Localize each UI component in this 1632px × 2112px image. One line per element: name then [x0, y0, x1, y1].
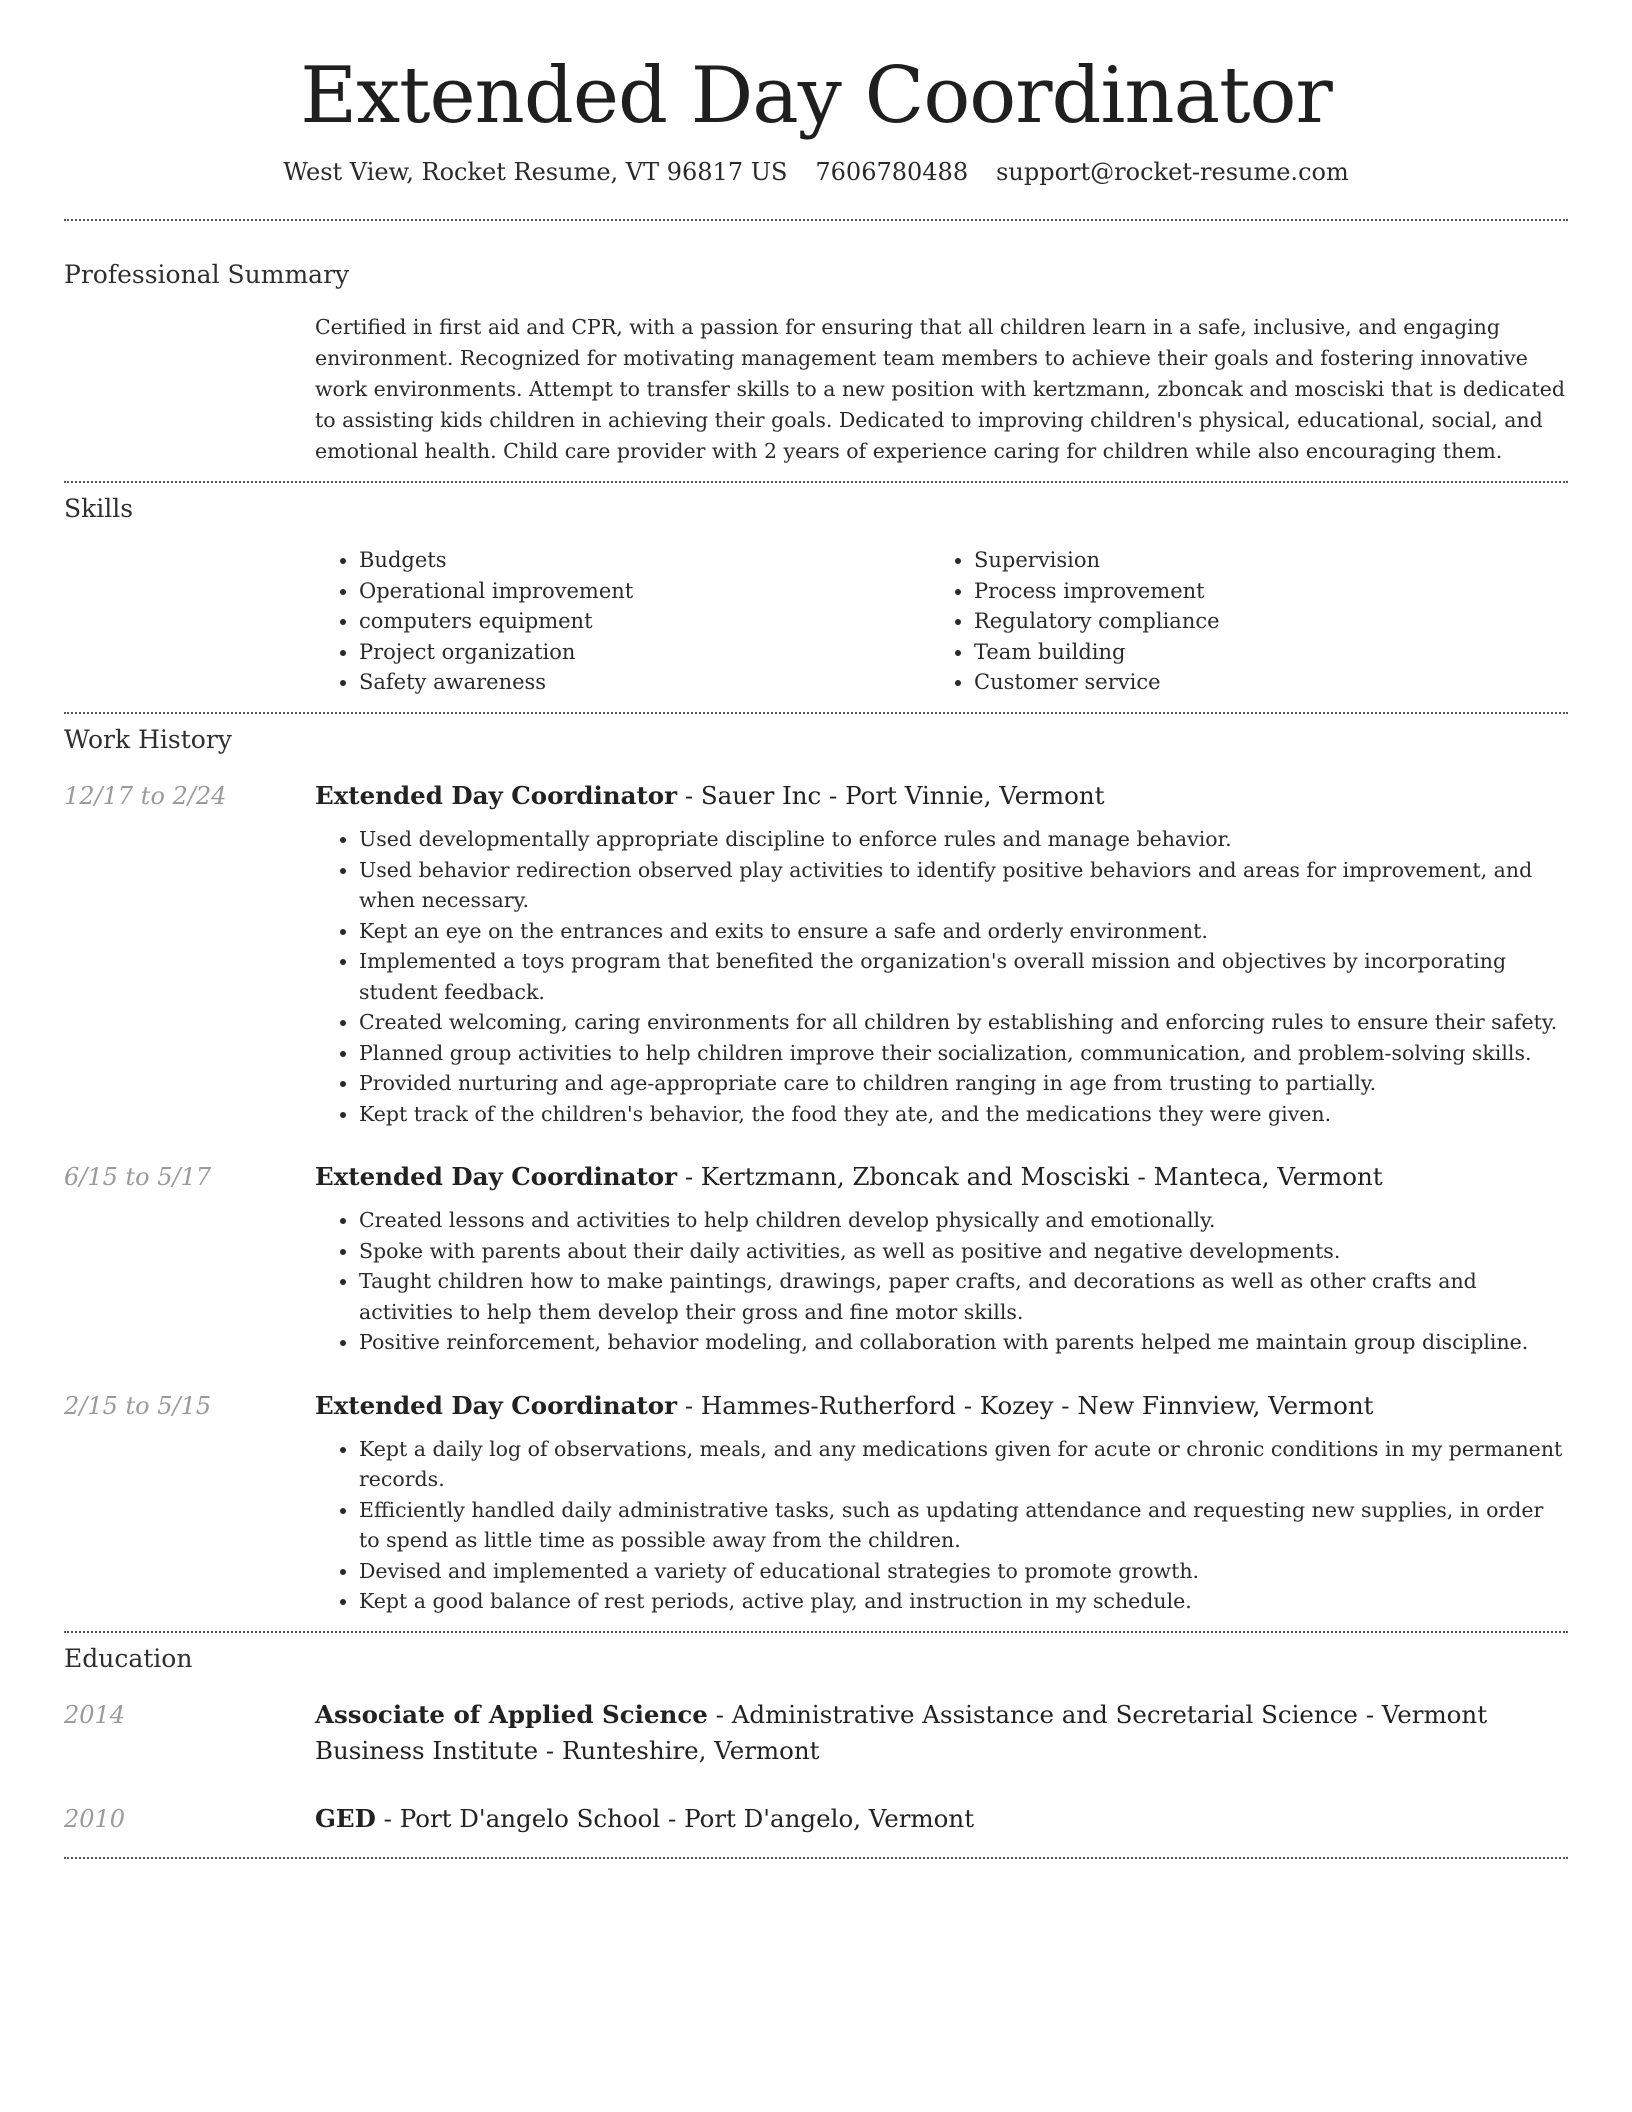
job-bullet: • Positive reinforcement, behavior modeling, and collaboration with parents helped me maintain group discipline. [359, 1327, 1568, 1358]
job-bullet: • Created lessons and activities to help children develop physically and emotionally. [359, 1205, 1568, 1236]
skills-title: Skills [64, 493, 134, 523]
job-title [315, 1388, 1568, 1424]
summary-text: Certified in first aid and CPR, with a passion for ensuring that all children learn in a safe, inclusive, and engaging environment. Recognized for motivating management team members to achieve their goals and fostering innovative work environments. Attempt to transfer skills to a new position with kertzmann, zboncak and mosciski that is dedicated to assisting kids children in achieving their goals. Dedicated to improving children's physical, educational, social, and emotional health. Child care provider with 2 years of experience caring for children while also encouraging them. [315, 314, 1565, 463]
education-title: Education [64, 1643, 193, 1673]
contact-line [64, 156, 1568, 190]
job-bullet: • Used behavior redirection observed play activities to identify positive behaviors and areas for improvement, and when necessary. [359, 855, 1568, 916]
work-title: Work History [64, 724, 232, 754]
work-section [64, 714, 1568, 1617]
skills-list-left [315, 545, 930, 698]
job-bullet: • Kept a good balance of rest periods, active play, and instruction in my schedule. [359, 1586, 1568, 1617]
education-year: 2010 [64, 1805, 126, 1834]
skill-item: • Operational improvement [359, 576, 930, 607]
education-item [64, 1697, 1568, 1769]
job-bullet: • Implemented a toys program that benefited the organization's overall mission and objectives by incorporating student feedback. [359, 946, 1568, 1007]
job-bullets [315, 1434, 1568, 1617]
education-degree: GED [315, 1804, 376, 1834]
summary-section [64, 221, 1568, 467]
job-bullet: • Created welcoming, caring environments for all children by establishing and enforcing rules to ensure their safety. [359, 1007, 1568, 1038]
job-entry [64, 1159, 1568, 1358]
skill-item: • Budgets [359, 545, 930, 576]
job-bullet: • Used developmentally appropriate discipline to enforce rules and manage behavior. [359, 824, 1568, 855]
contact-address: West View, Rocket Resume, VT 96817 US [283, 157, 788, 186]
summary-title: Professional Summary [64, 260, 350, 290]
job-dates: 12/17 to 2/24 [64, 782, 227, 811]
skills-list-right [930, 545, 1545, 698]
job-role: Extended Day Coordinator [315, 1162, 678, 1192]
job-role: Extended Day Coordinator [315, 1390, 678, 1420]
education-section [64, 1633, 1568, 1838]
skill-item: • computers equipment [359, 606, 930, 637]
job-entry [64, 1388, 1568, 1617]
job-dates: 2/15 to 5/15 [64, 1391, 212, 1420]
skill-item: • Regulatory compliance [974, 606, 1545, 637]
candidate-name: Extended Day Coordinator [300, 51, 1332, 141]
job-title [315, 1159, 1568, 1195]
skill-item: • Safety awareness [359, 667, 930, 698]
job-employer: - Kertzmann, Zboncak and Mosciski - Manteca, Vermont [677, 1162, 1383, 1192]
education-item [64, 1801, 1568, 1837]
skill-item: • Supervision [974, 545, 1545, 576]
job-title [315, 778, 1568, 814]
job-bullet: • Provided nurturing and age-appropriate care to children ranging in age from trusting to partially. [359, 1068, 1568, 1099]
job-bullet: • Kept an eye on the entrances and exits to ensure a safe and orderly environment. [359, 916, 1568, 947]
job-bullet: • Planned group activities to help children improve their socialization, communication, and problem-solving skills. [359, 1038, 1568, 1069]
job-employer: - Hammes-Rutherford - Kozey - New Finnview, Vermont [677, 1390, 1374, 1420]
job-bullet: • Kept track of the children's behavior, the food they ate, and the medications they were given. [359, 1099, 1568, 1130]
job-bullet: • Taught children how to make paintings, drawings, paper crafts, and decorations as well as other crafts and activities to help them develop their gross and fine motor skills. [359, 1266, 1568, 1327]
skill-item: • Project organization [359, 637, 930, 668]
job-employer: - Sauer Inc - Port Vinnie, Vermont [677, 781, 1105, 811]
skill-item: • Customer service [974, 667, 1545, 698]
education-degree: Associate of Applied Science [315, 1700, 708, 1730]
job-bullet: • Spoke with parents about their daily activities, as well as positive and negative developments. [359, 1236, 1568, 1267]
education-details [315, 1801, 1568, 1837]
skills-section [64, 483, 1568, 698]
contact-email: support@rocket-resume.com [996, 157, 1349, 186]
job-bullet: • Devised and implemented a variety of educational strategies to promote growth. [359, 1556, 1568, 1587]
skill-item: • Team building [974, 637, 1545, 668]
education-school: - Administrative Assistance and Secretarial Science - Vermont Business Institute - Runteshire, Vermont [315, 1700, 1488, 1766]
section-divider [64, 1857, 1568, 1859]
resume-header [64, 50, 1568, 189]
contact-phone: 7606780488 [815, 157, 969, 186]
job-role: Extended Day Coordinator [315, 781, 678, 811]
job-bullet: • Kept a daily log of observations, meals, and any medications given for acute or chronic conditions in my permanent records. [359, 1434, 1568, 1495]
job-entry [64, 778, 1568, 1129]
job-bullets [315, 1205, 1568, 1358]
education-details [315, 1697, 1568, 1769]
skills-grid [315, 545, 1568, 698]
education-school: - Port D'angelo School - Port D'angelo, Vermont [375, 1804, 975, 1834]
job-bullet: • Efficiently handled daily administrative tasks, such as updating attendance and requesting new supplies, in order to spend as little time as possible away from the children. [359, 1495, 1568, 1556]
job-bullets [315, 824, 1568, 1129]
skill-item: • Process improvement [974, 576, 1545, 607]
education-year: 2014 [64, 1701, 126, 1730]
job-dates: 6/15 to 5/17 [64, 1163, 212, 1192]
